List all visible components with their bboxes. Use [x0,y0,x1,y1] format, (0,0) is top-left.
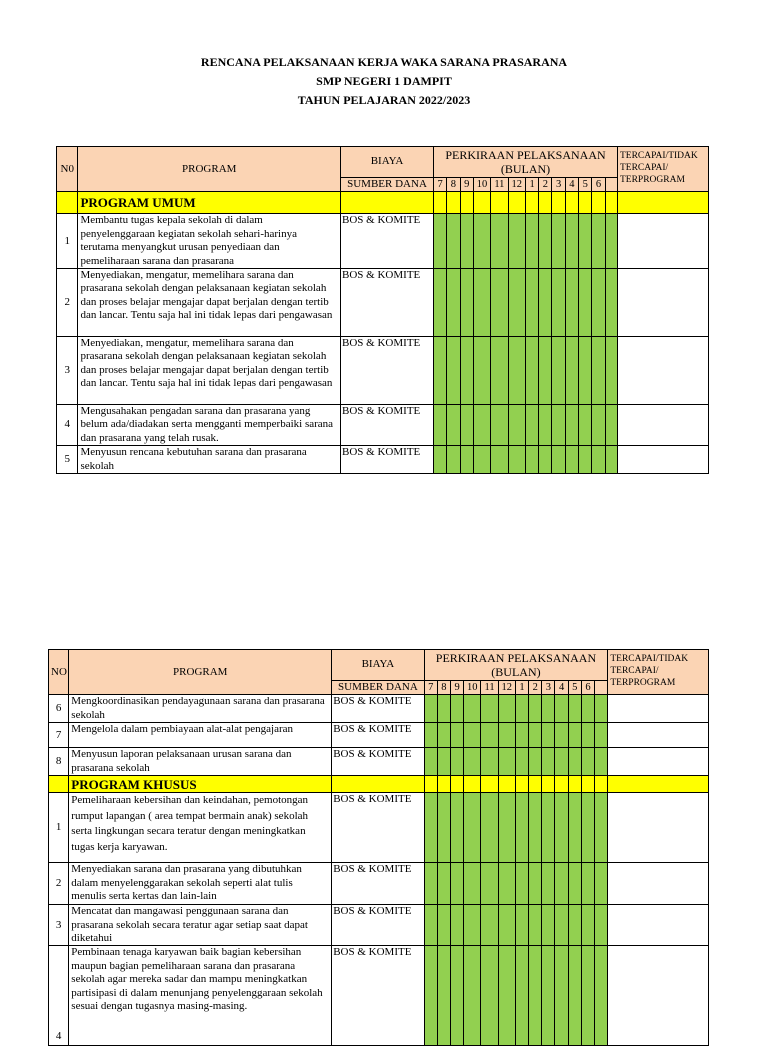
month-cell [581,695,594,723]
month-cell [581,748,594,776]
row-number: 3 [49,905,69,946]
month-cell [464,905,481,946]
month-cell [450,723,463,748]
month-cell [595,863,608,905]
title-line-1: RENCANA PELAKSANAAN KERJA WAKA SARANA PRASARANA [200,55,568,69]
row-number: 7 [49,723,69,748]
month-cell [437,748,450,776]
month-cell [568,748,581,776]
col-program-header: PROGRAM [78,147,341,192]
month-cell [605,214,617,269]
month-cell [515,863,528,905]
month-cell [481,905,498,946]
month-header: 3 [552,178,565,192]
month-cell [568,946,581,1046]
month-cell [568,863,581,905]
month-header: 11 [491,178,508,192]
col-sumber-dana-header: SUMBER DANA [341,178,434,192]
month-cell [491,405,508,446]
month-cell [508,269,525,337]
month-cell [515,748,528,776]
month-cell [595,793,608,863]
month-cell [447,446,460,474]
month-cell [498,748,515,776]
title-line-2: SMP NEGERI 1 DAMPIT [316,74,452,88]
table-row [49,748,709,776]
status-cell [617,337,708,405]
col-sumber-dana-header: SUMBER DANA [332,681,424,695]
month-cell [539,269,552,337]
row-number: 1 [49,793,69,863]
row-number: 1 [57,214,78,269]
month-cell [525,446,538,474]
biaya-text: BOS & KOMITE [341,446,434,474]
month-cell [473,214,490,269]
month-cell [579,337,592,405]
month-cell [568,905,581,946]
section-row-khusus [49,776,709,793]
month-header: 4 [565,178,578,192]
month-cell [579,405,592,446]
month-header: 2 [529,681,542,695]
month-cell [525,405,538,446]
month-cell [581,793,594,863]
month-cell [542,793,555,863]
month-cell [565,405,578,446]
status-cell [608,723,709,748]
month-cell [552,446,565,474]
month-cell [555,723,568,748]
month-cell [539,337,552,405]
table-row [49,723,709,748]
program-text: Pembinaan tenaga karyawan baik bagian kebersihan maupun bagian pemeliharaan sarana dan prasarana sekolah agar mereka sadar dan mampu meningkatkan partisipasi di dalam menunjang penyelenggaraan sekolah sesuai dengan tugasnya masing-masing. [69,946,332,1046]
row-number: 8 [49,748,69,776]
table-row [49,793,709,863]
month-cell [555,863,568,905]
month-cell [434,269,447,337]
header-row [57,147,709,178]
blank-cell [473,192,490,214]
month-header: 5 [568,681,581,695]
month-cell [555,748,568,776]
month-header: 9 [460,178,473,192]
month-cell [424,863,437,905]
blank-cell [592,192,605,214]
month-header: 12 [498,681,515,695]
month-cell [450,905,463,946]
blank-cell [460,192,473,214]
month-cell [581,863,594,905]
month-cell [529,748,542,776]
blank-cell [437,776,450,793]
month-cell [542,748,555,776]
month-cell [529,723,542,748]
month-cell [542,946,555,1046]
month-cell [464,723,481,748]
biaya-text: BOS & KOMITE [332,695,424,723]
blank-cell [508,192,525,214]
row-number: 6 [49,695,69,723]
table-row [57,446,709,474]
month-cell [592,405,605,446]
month-cell [555,695,568,723]
month-cell [481,946,498,1046]
month-cell [424,946,437,1046]
month-cell [515,905,528,946]
blank-cell [481,776,498,793]
biaya-text: BOS & KOMITE [341,269,434,337]
month-cell [592,337,605,405]
biaya-text: BOS & KOMITE [332,723,424,748]
program-text: Pemeliharaan kebersihan dan keindahan, pemotongan rumput lapangan ( area tempat bermain anak) sekolah serta lingkungan secara teratur dengan meningkatkan tugas kerja karyawan. [69,793,332,863]
month-cell [460,269,473,337]
program-text: Mencatat dan mangawasi penggunaan sarana dan prasarana sekolah secara teratur agar setiap saat dapat diketahui [69,905,332,946]
status-cell [617,214,708,269]
month-cell [525,337,538,405]
month-cell [437,863,450,905]
month-cell [529,863,542,905]
month-cell [498,905,515,946]
month-header: 1 [525,178,538,192]
row-number: 2 [57,269,78,337]
section-label: PROGRAM KHUSUS [69,776,332,793]
month-cell [568,723,581,748]
month-cell [539,214,552,269]
col-biaya-header: BIAYA [341,147,434,178]
program-text: Menyusun rencana kebutuhan sarana dan prasarana sekolah [78,446,341,474]
month-cell [565,214,578,269]
month-cell [491,269,508,337]
month-cell [450,946,463,1046]
row-number: 2 [49,863,69,905]
month-cell [555,793,568,863]
blank-cell [539,192,552,214]
month-cell [464,946,481,1046]
row-number: 4 [49,946,69,1046]
row-number: 5 [57,446,78,474]
program-text: Menyusun laporan pelaksanaan urusan sarana dan prasarana sekolah [69,748,332,776]
status-cell [617,405,708,446]
col-biaya-header: BIAYA [332,650,424,681]
status-cell [617,269,708,337]
month-cell [437,793,450,863]
month-cell [595,748,608,776]
month-cell [450,748,463,776]
month-cell [508,405,525,446]
month-cell [434,337,447,405]
month-cell [529,793,542,863]
month-cell [498,695,515,723]
month-cell [437,946,450,1046]
program-text: Membantu tugas kepala sekolah di dalam penyelenggaraan kegiatan sekolah sehari-harinya terutama menyangkut urusan penyediaan dan pemeliharaan sarana dan prasarana [78,214,341,269]
month-cell [437,695,450,723]
month-cell [460,405,473,446]
month-header: 1 [515,681,528,695]
month-cell [460,446,473,474]
month-cell [565,337,578,405]
biaya-text: BOS & KOMITE [332,905,424,946]
month-cell [552,405,565,446]
program-text: Mengelola dalam pembiayaan alat-alat pengajaran [69,723,332,748]
blank-cell [581,776,594,793]
section-label: PROGRAM UMUM [78,192,341,214]
month-cell [555,946,568,1046]
month-cell [555,905,568,946]
biaya-text: BOS & KOMITE [332,748,424,776]
month-cell [515,793,528,863]
month-cell [491,214,508,269]
month-cell [481,793,498,863]
blank-cell [57,192,78,214]
biaya-text: BOS & KOMITE [332,863,424,905]
month-cell [579,446,592,474]
month-cell [539,446,552,474]
month-cell [424,793,437,863]
month-cell [424,695,437,723]
month-cell [450,695,463,723]
month-cell [424,905,437,946]
blank-cell [464,776,481,793]
table-row [57,214,709,269]
month-header: 6 [592,178,605,192]
month-header: 7 [434,178,447,192]
month-cell [447,405,460,446]
month-header: 2 [539,178,552,192]
blank-cell [49,776,69,793]
status-cell [608,905,709,946]
month-cell [592,269,605,337]
month-cell [481,748,498,776]
blank-cell [434,192,447,214]
month-cell [450,863,463,905]
program-text: Mengkoordinasikan pendayagunaan sarana dan prasarana sekolah [69,695,332,723]
month-cell [552,337,565,405]
month-cell [498,946,515,1046]
month-header: 4 [555,681,568,695]
program-text: Mengusahakan pengadan sarana dan prasarana yang belum ada/diadakan serta mengganti memperbaiki sarana dan prasarana yang telah rusak. [78,405,341,446]
blank-cell [525,192,538,214]
month-cell [579,214,592,269]
month-cell [542,863,555,905]
status-cell [617,446,708,474]
month-cell [491,337,508,405]
month-cell [525,269,538,337]
month-cell [481,723,498,748]
table-row [49,905,709,946]
blank-cell [579,192,592,214]
month-cell [424,723,437,748]
month-cell [529,905,542,946]
month-cell [565,446,578,474]
blank-cell [447,192,460,214]
month-header: 9 [450,681,463,695]
month-cell [424,748,437,776]
biaya-text: BOS & KOMITE [341,337,434,405]
blank-cell [605,178,617,192]
month-cell [539,405,552,446]
month-cell [464,748,481,776]
month-cell [460,214,473,269]
month-cell [581,723,594,748]
month-cell [498,793,515,863]
month-cell [595,946,608,1046]
row-number: 3 [57,337,78,405]
month-cell [542,723,555,748]
month-cell [542,695,555,723]
blank-cell [332,776,424,793]
month-cell [508,337,525,405]
month-cell [447,337,460,405]
month-header: 10 [464,681,481,695]
table-row [57,405,709,446]
month-cell [481,695,498,723]
month-cell [464,863,481,905]
month-cell [464,793,481,863]
month-header: 7 [424,681,437,695]
month-cell [473,405,490,446]
blank-cell [491,192,508,214]
month-header: 10 [473,178,490,192]
biaya-text: BOS & KOMITE [341,405,434,446]
status-cell [608,748,709,776]
table-row [57,269,709,337]
col-no-header: NO [49,650,69,695]
blank-cell [617,192,708,214]
month-cell [565,269,578,337]
col-perkiraan-header: PERKIRAAN PELAKSANAAN (BULAN) [434,147,618,178]
blank-cell [595,681,608,695]
status-cell [608,863,709,905]
month-cell [508,446,525,474]
month-cell [498,723,515,748]
blank-cell [565,192,578,214]
col-no-header: N0 [57,147,78,192]
blank-cell [498,776,515,793]
month-cell [595,905,608,946]
month-cell [481,863,498,905]
month-cell [605,337,617,405]
month-cell [434,214,447,269]
month-cell [434,405,447,446]
blank-cell [595,776,608,793]
month-header: 8 [447,178,460,192]
biaya-text: BOS & KOMITE [341,214,434,269]
month-cell [491,446,508,474]
month-cell [447,214,460,269]
month-cell [515,723,528,748]
month-header: 11 [481,681,498,695]
col-program-header: PROGRAM [69,650,332,695]
blank-cell [605,192,617,214]
month-cell [450,793,463,863]
month-cell [552,214,565,269]
month-cell [525,214,538,269]
blank-cell [529,776,542,793]
status-cell [608,695,709,723]
month-cell [542,905,555,946]
month-cell [595,695,608,723]
month-cell [529,946,542,1046]
col-tercapai-header: TERCAPAI/TIDAK TERCAPAI/ TERPROGRAM [617,147,708,192]
month-cell [581,905,594,946]
month-cell [579,269,592,337]
section-row-umum [57,192,709,214]
biaya-text: BOS & KOMITE [332,946,424,1046]
month-cell [552,269,565,337]
month-cell [473,446,490,474]
month-cell [595,723,608,748]
month-cell [508,214,525,269]
document-title [0,53,768,110]
blank-cell [542,776,555,793]
table-row [57,337,709,405]
month-header: 3 [542,681,555,695]
blank-cell [552,192,565,214]
month-cell [605,269,617,337]
month-cell [460,337,473,405]
blank-cell [515,776,528,793]
month-cell [592,446,605,474]
plan-table-1 [56,146,709,474]
month-cell [581,946,594,1046]
blank-cell [450,776,463,793]
month-header: 5 [579,178,592,192]
month-cell [605,405,617,446]
blank-cell [424,776,437,793]
program-text: Menyediakan, mengatur, memelihara sarana dan prasarana sekolah dengan pelaksanaan kegiatan sekolah dan proses belajar mengajar dapat berjalan dengan tertib dan lancar. Tentu saja hal ini tidak lepas dari pengawasan [78,269,341,337]
month-cell [568,695,581,723]
month-cell [437,905,450,946]
biaya-text: BOS & KOMITE [332,793,424,863]
month-header: 12 [508,178,525,192]
table-row [49,863,709,905]
blank-cell [608,776,709,793]
month-cell [473,337,490,405]
month-cell [605,446,617,474]
header-row [49,650,709,681]
plan-table-2 [48,649,709,1046]
blank-cell [555,776,568,793]
month-cell [447,269,460,337]
table-row [49,946,709,1046]
status-cell [608,793,709,863]
title-line-3: TAHUN PELAJARAN 2022/2023 [297,93,471,107]
col-tercapai-header: TERCAPAI/TIDAK TERCAPAI/ TERPROGRAM [608,650,709,695]
status-cell [608,946,709,1046]
month-cell [529,695,542,723]
month-cell [437,723,450,748]
blank-cell [568,776,581,793]
month-header: 6 [581,681,594,695]
program-text: Menyediakan sarana dan prasarana yang dibutuhkan dalam menyelenggarakan sekolah seperti alat tulis menulis serta kertas dan lain-lain [69,863,332,905]
month-header: 8 [437,681,450,695]
month-cell [568,793,581,863]
month-cell [515,695,528,723]
month-cell [515,946,528,1046]
row-number: 4 [57,405,78,446]
month-cell [498,863,515,905]
program-text: Menyediakan, mengatur, memelihara sarana dan prasarana sekolah dengan pelaksanaan kegiatan sekolah dan proses belajar mengajar dapat berjalan dengan tertib dan lancar. Tentu saja hal ini tidak lepas dari pengawasan [78,337,341,405]
table-row [49,695,709,723]
col-perkiraan-header: PERKIRAAN PELAKSANAAN (BULAN) [424,650,608,681]
month-cell [473,269,490,337]
blank-cell [341,192,434,214]
month-cell [592,214,605,269]
month-cell [464,695,481,723]
month-cell [434,446,447,474]
